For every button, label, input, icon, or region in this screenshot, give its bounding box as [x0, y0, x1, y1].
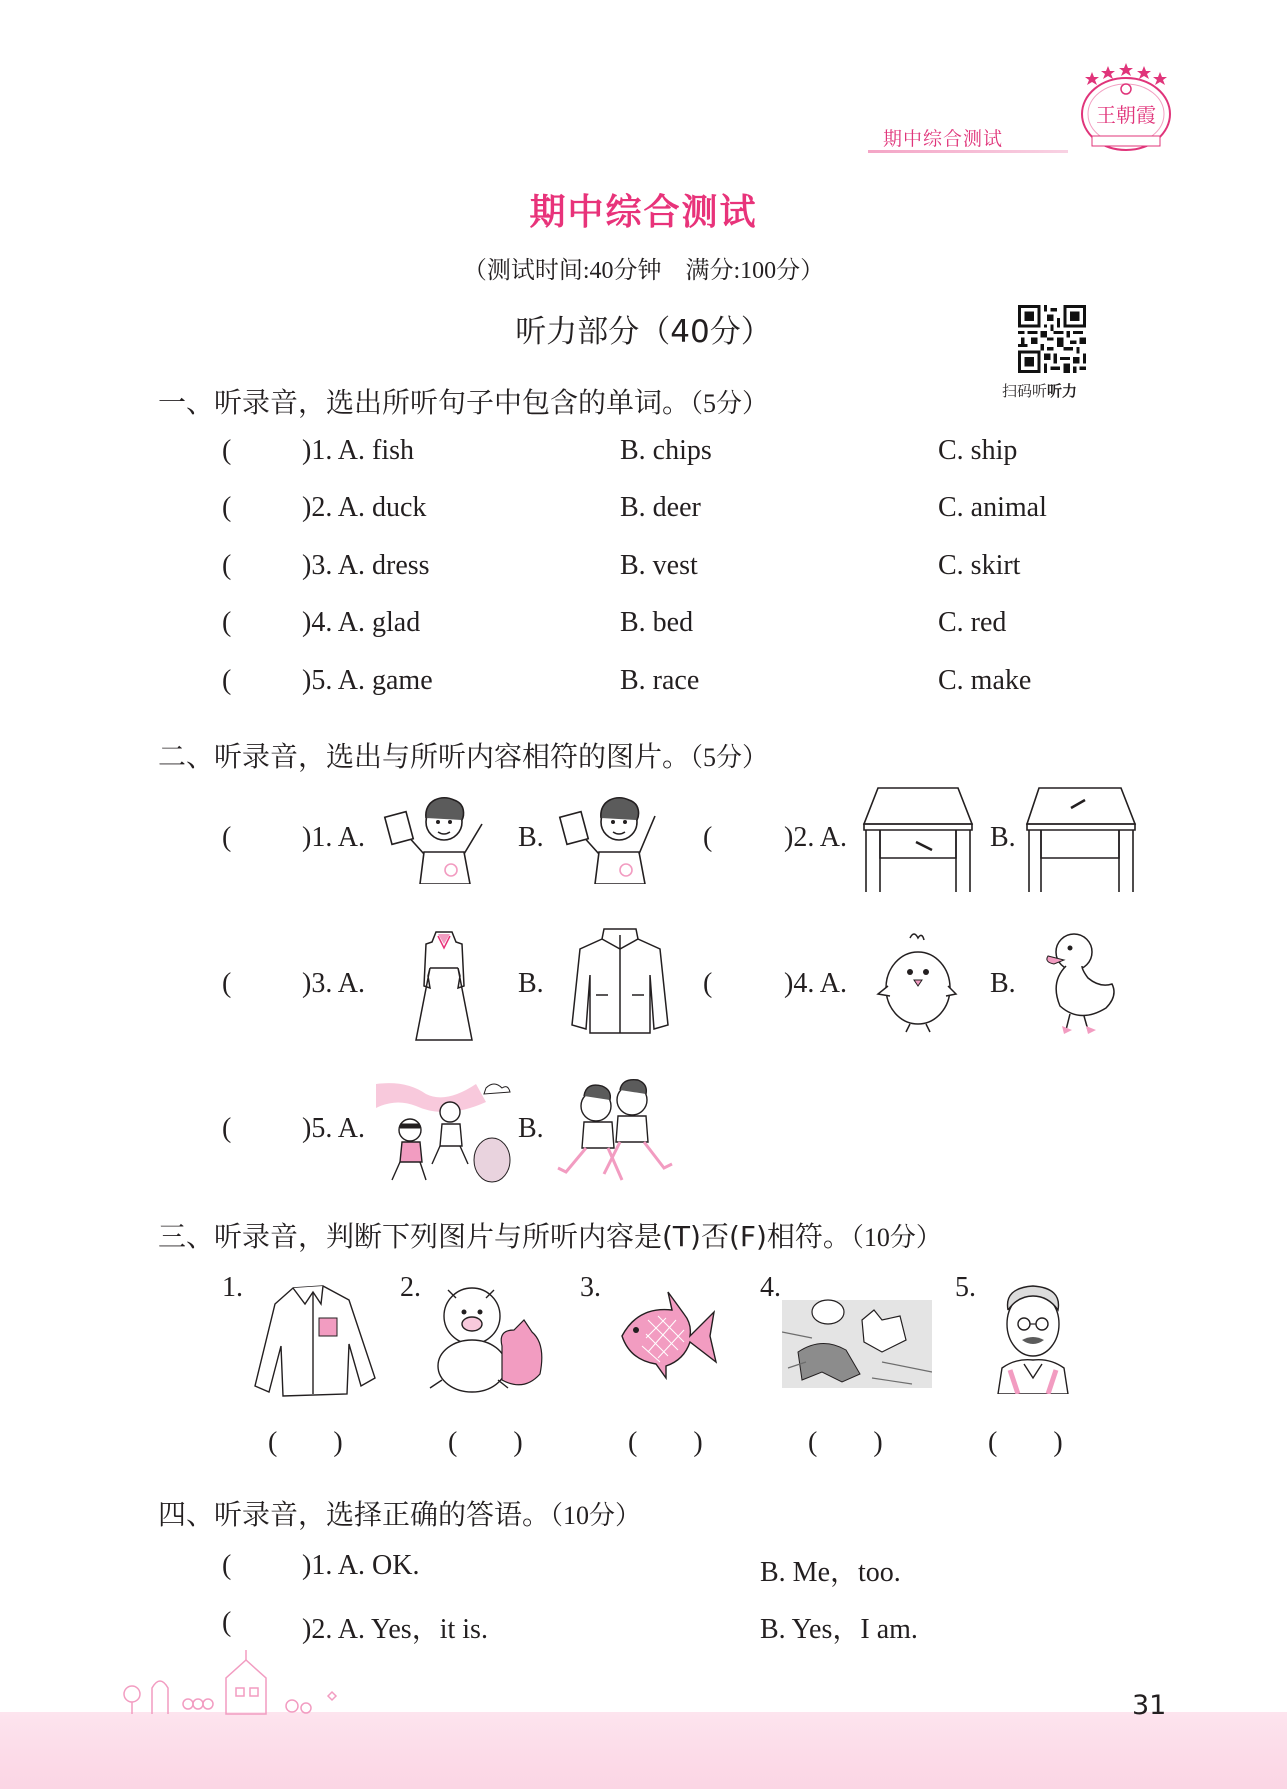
option-c: C. skirt	[938, 550, 1021, 581]
answer-blank[interactable]: ( )	[808, 1427, 883, 1458]
option-b: B. vest	[620, 550, 698, 581]
option-b-label: B.	[990, 822, 1016, 853]
header-label: 期中综合测试	[883, 128, 1004, 150]
kids-running-together-icon	[556, 1076, 676, 1186]
qr-code-icon[interactable]	[1018, 305, 1086, 373]
boy-pointing-up-icon	[555, 792, 673, 884]
town-decoration-icon	[118, 1648, 348, 1718]
item-number: 1.	[222, 1272, 243, 1303]
option-b-label: B.	[518, 968, 544, 999]
option-a: )2. A. duck	[302, 492, 427, 523]
item-number: 3.	[580, 1272, 601, 1303]
option-b-label: B.	[518, 822, 544, 853]
q3-label: )3. A.	[302, 968, 365, 999]
answer-paren[interactable]: (	[222, 665, 232, 696]
item-number: 5.	[955, 1272, 976, 1303]
answer-paren[interactable]: (	[222, 550, 232, 581]
answer-paren[interactable]: (	[222, 492, 232, 523]
duck-icon	[1040, 926, 1120, 1038]
answer-paren[interactable]: (	[222, 1113, 232, 1144]
dress-icon	[410, 928, 478, 1044]
option-b: B. race	[620, 665, 700, 696]
answer-paren[interactable]: (	[222, 822, 232, 853]
page-number: 31	[1132, 1690, 1167, 1721]
q1-label: )1. A.	[302, 822, 365, 853]
part3-title: 三、听录音，判断下列图片与所听内容是(T)否(F)相符。（10分）	[158, 1220, 942, 1253]
option-a: )1. A. fish	[302, 435, 414, 466]
option-b-label: B.	[518, 1113, 544, 1144]
test-info: （测试时间:40分钟 满分:100分）	[462, 258, 825, 284]
option-b: B. bed	[620, 607, 694, 638]
chick-icon	[876, 930, 958, 1034]
qr-caption: 扫码听听力	[1002, 382, 1078, 400]
option-b: B. Yes，I am.	[760, 1614, 918, 1645]
option-c: C. make	[938, 665, 1032, 696]
grandpa-icon	[988, 1282, 1078, 1394]
option-c: C. ship	[938, 435, 1018, 466]
desk-pencil-inside-icon	[860, 786, 976, 892]
answer-paren[interactable]: (	[222, 1607, 232, 1638]
option-b: B. chips	[620, 435, 712, 466]
item-number: 4.	[760, 1272, 781, 1303]
header-divider	[868, 150, 1068, 153]
option-b: B. Me，too.	[760, 1557, 901, 1588]
page-title: 期中综合测试	[529, 192, 758, 233]
coat-icon	[253, 1282, 379, 1402]
option-a: )5. A. game	[302, 665, 433, 696]
q2-label: )2. A.	[784, 822, 847, 853]
option-a: )3. A. dress	[302, 550, 430, 581]
option-a: )2. A. Yes，it is.	[302, 1614, 488, 1645]
q5-label: )5. A.	[302, 1113, 365, 1144]
kids-running-race-icon	[376, 1080, 512, 1184]
answer-blank[interactable]: ( )	[268, 1427, 343, 1458]
part4-title: 四、听录音，选择正确的答语。（10分）	[158, 1498, 642, 1531]
answer-paren[interactable]: (	[222, 968, 232, 999]
part2-title: 二、听录音，选出与所听内容相符的图片。（5分）	[158, 740, 769, 773]
footer-band	[0, 1712, 1287, 1789]
answer-blank[interactable]: ( )	[628, 1427, 703, 1458]
option-c: C. red	[938, 607, 1007, 638]
answer-paren[interactable]: (	[703, 968, 713, 999]
answer-paren[interactable]: (	[703, 822, 713, 853]
item-number: 2.	[400, 1272, 421, 1303]
svg-text:王朝霞: 王朝霞	[1096, 103, 1156, 127]
option-b: B. deer	[620, 492, 701, 523]
pig-with-bag-icon	[428, 1280, 548, 1396]
animals-scene-icon	[782, 1292, 932, 1388]
answer-blank[interactable]: ( )	[448, 1427, 523, 1458]
brand-logo-icon	[1070, 62, 1182, 154]
q4-label: )4. A.	[784, 968, 847, 999]
answer-paren[interactable]: (	[222, 607, 232, 638]
answer-blank[interactable]: ( )	[988, 1427, 1063, 1458]
section-heading: 听力部分（40分）	[515, 314, 772, 350]
jacket-icon	[568, 925, 672, 1037]
option-b-label: B.	[990, 968, 1016, 999]
option-c: C. animal	[938, 492, 1047, 523]
option-a: )1. A. OK.	[302, 1550, 420, 1581]
fish-icon	[618, 1290, 718, 1380]
desk-pencil-on-top-icon	[1025, 786, 1137, 892]
answer-paren[interactable]: (	[222, 1550, 232, 1581]
part1-title: 一、听录音，选出所听句子中包含的单词。（5分）	[158, 386, 769, 419]
option-a: )4. A. glad	[302, 607, 421, 638]
answer-paren[interactable]: (	[222, 435, 232, 466]
boy-with-book-icon	[380, 792, 498, 884]
